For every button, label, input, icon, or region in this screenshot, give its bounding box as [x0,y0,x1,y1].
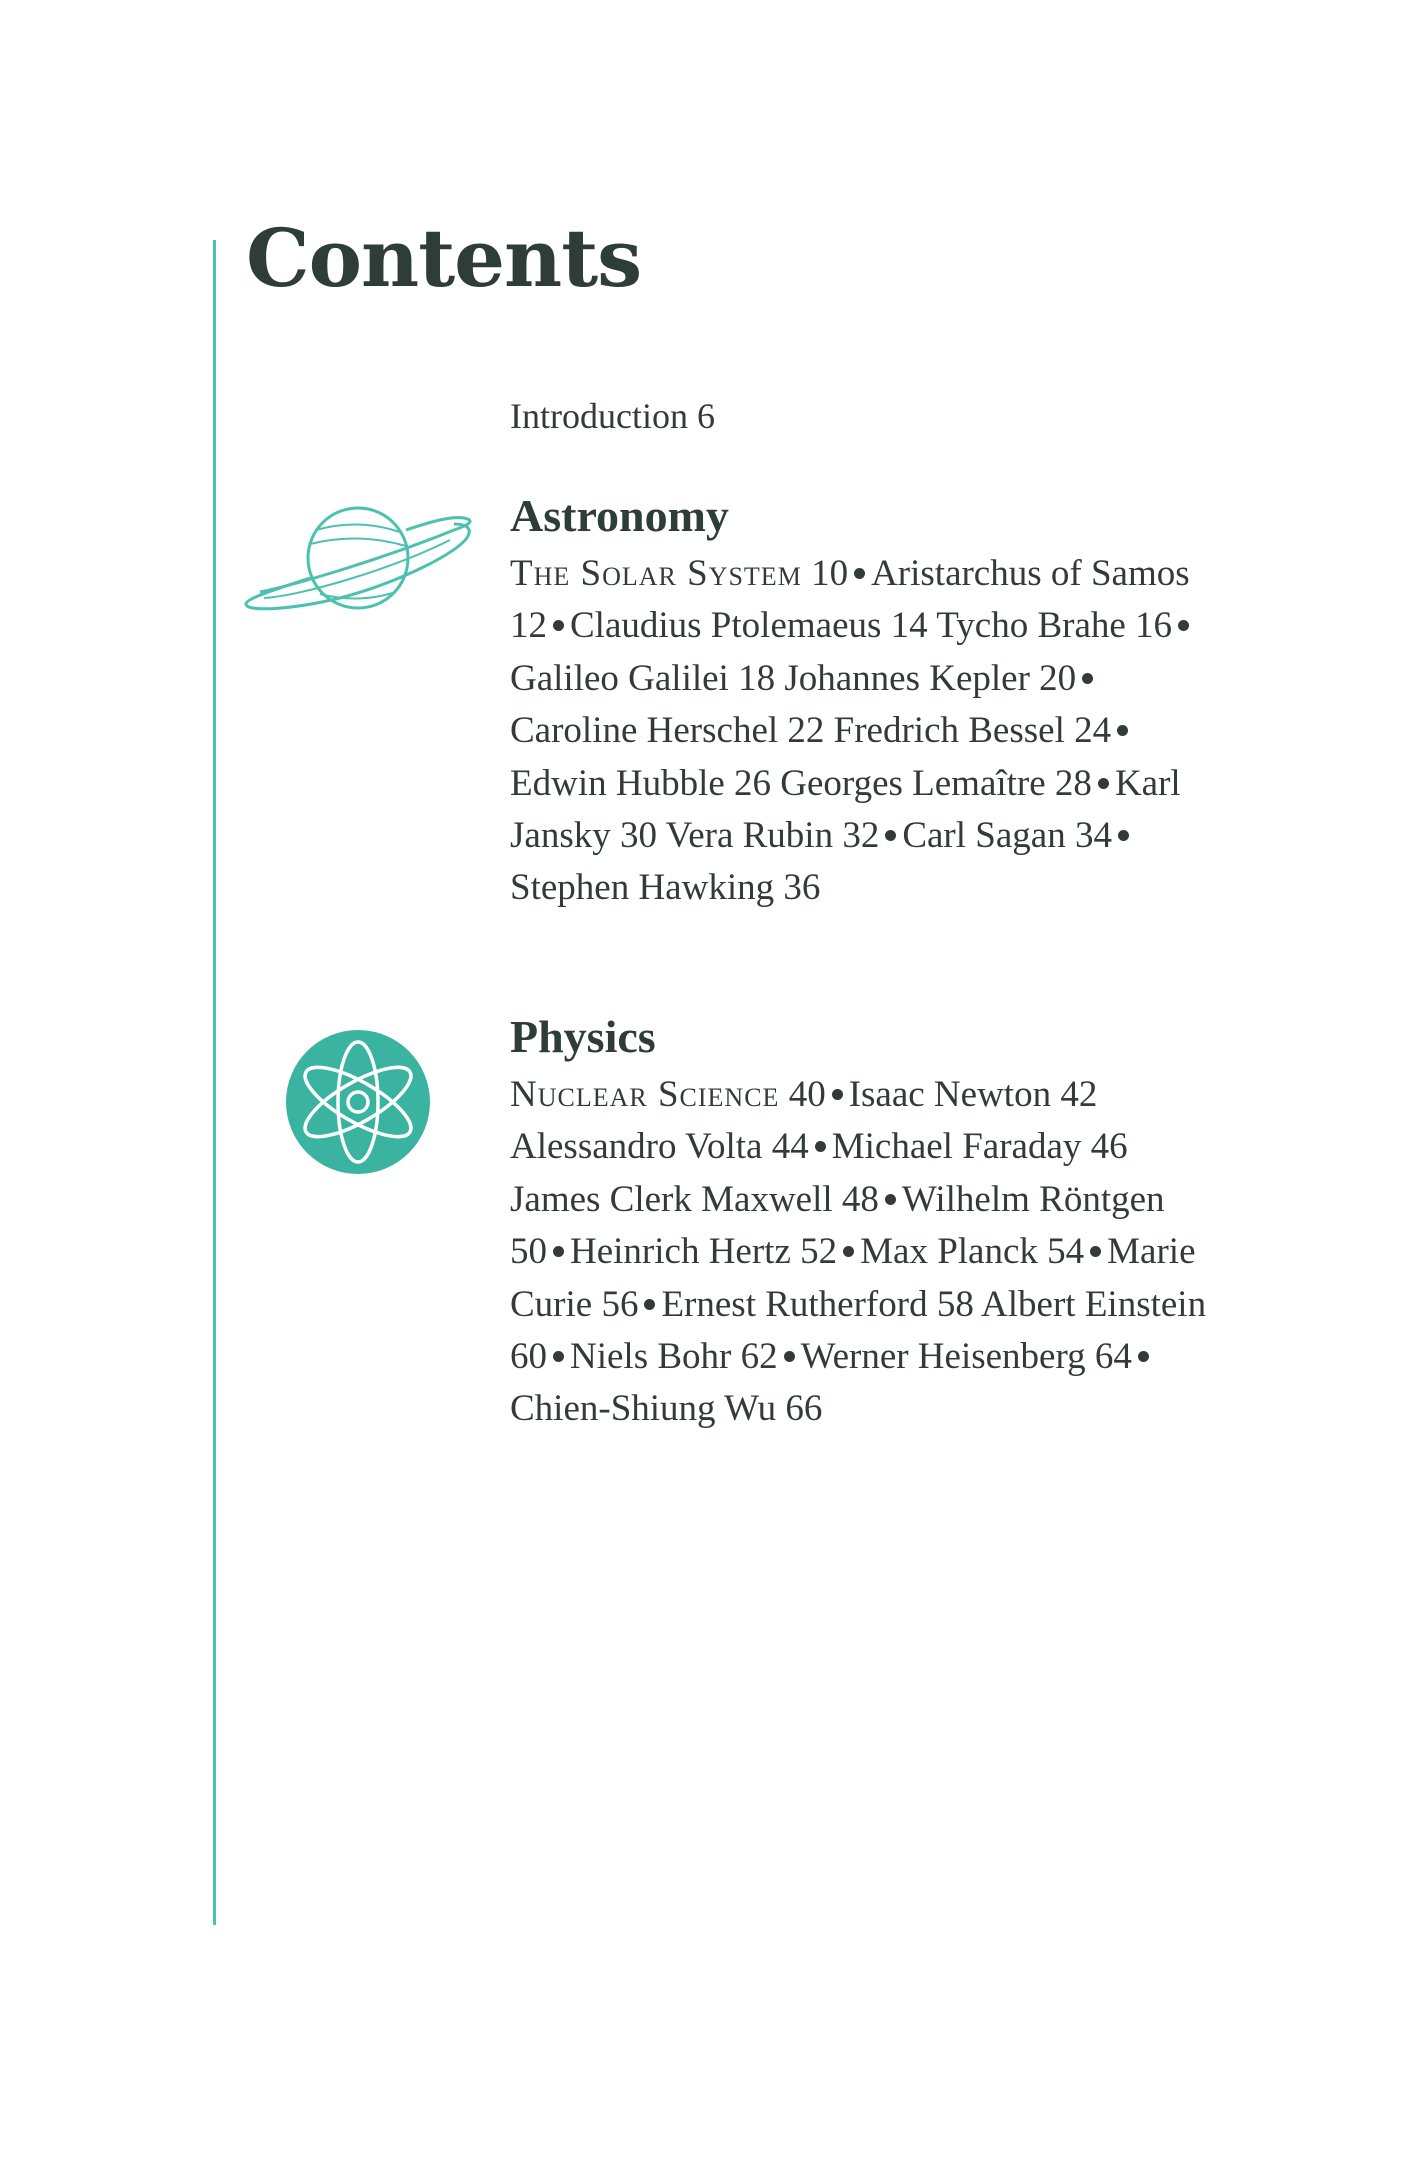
toc-entry: Isaac Newton 42 [848,1074,1098,1115]
toc-entry: Tycho Brahe 16 [936,605,1173,647]
bullet-separator [843,1246,854,1257]
toc-entry: James Clerk Maxwell 48 [510,1178,879,1220]
toc-entry: Edwin Hubble 26 [510,762,772,804]
bullet-separator [885,1194,896,1205]
bullet-separator [644,1299,655,1310]
bullet-separator [885,830,896,841]
toc-entry: Carl Sagan 34 [902,815,1112,857]
bullet-separator [1178,620,1189,631]
toc-entry: Georges Lemaître 28 [780,762,1092,804]
bullet-separator [1118,830,1129,841]
toc-entry: Albert Einstein 60 [510,1283,1207,1378]
toc-entry: Caroline Herschel 22 [510,710,825,752]
bullet-separator [553,1246,564,1257]
toc-entry: Stephen Hawking 36 [510,867,821,909]
toc-entry: Aristarchus of Samos 12 [510,553,1190,647]
section-heading-astronomy: Astronomy [510,490,729,541]
toc-entry: Werner Heisenberg 64 [800,1336,1132,1378]
bullet-separator [784,1351,795,1362]
toc-entry: Galileo Galilei 18 [510,657,776,699]
bullet-separator [553,1351,564,1362]
toc-entry: Johannes Kepler 20 [784,657,1077,699]
toc-entry: Michael Faraday 46 [831,1126,1128,1168]
toc-entry: Alessandro Volta 44 [510,1126,809,1168]
toc-entry: Marie Curie 56 [510,1231,1196,1325]
toc-entry-introduction: Introduction 6 [510,396,715,436]
bullet-separator [854,568,865,579]
section-entries-astronomy [510,548,1210,915]
section-entries-physics [510,1069,1210,1436]
bullet-separator [832,1089,843,1100]
toc-entry: Ernest Rutherford 58 [661,1283,974,1325]
margin-rule [213,240,216,1925]
section-heading-physics: Physics [510,1011,656,1062]
section-physics [510,1009,1210,1436]
toc-entry: Vera Rubin 32 [665,815,880,857]
bullet-separator [1138,1351,1149,1362]
bullet-separator [815,1141,826,1152]
section-astronomy [510,488,1210,915]
bullet-separator [1098,778,1109,789]
bullet-separator [1082,673,1093,684]
toc-entry: Max Planck 54 [860,1231,1085,1273]
toc-entry: Niels Bohr 62 [570,1336,778,1378]
toc-entry: Claudius Ptolemaeus 14 [570,605,928,647]
toc-entry: Chien-Shiung Wu 66 [510,1388,823,1430]
subsection-title: Nuclear Science [510,1074,780,1115]
bullet-separator [1090,1246,1101,1257]
toc-entry: Fredrich Bessel 24 [833,710,1112,752]
planet-icon [240,500,476,620]
bullet-separator [1117,725,1128,736]
subsection-page: 10 [811,553,849,594]
subsection-page: 40 [788,1074,826,1115]
toc-entry: Heinrich Hertz 52 [570,1231,838,1273]
toc-entry: Wilhelm Röntgen 50 [510,1178,1165,1273]
subsection-title: The Solar System [510,553,802,594]
bullet-separator [553,620,564,631]
page-title: Contents [246,211,642,305]
atom-icon [284,1028,432,1176]
toc-entry: Karl Jansky 30 [510,762,1181,857]
